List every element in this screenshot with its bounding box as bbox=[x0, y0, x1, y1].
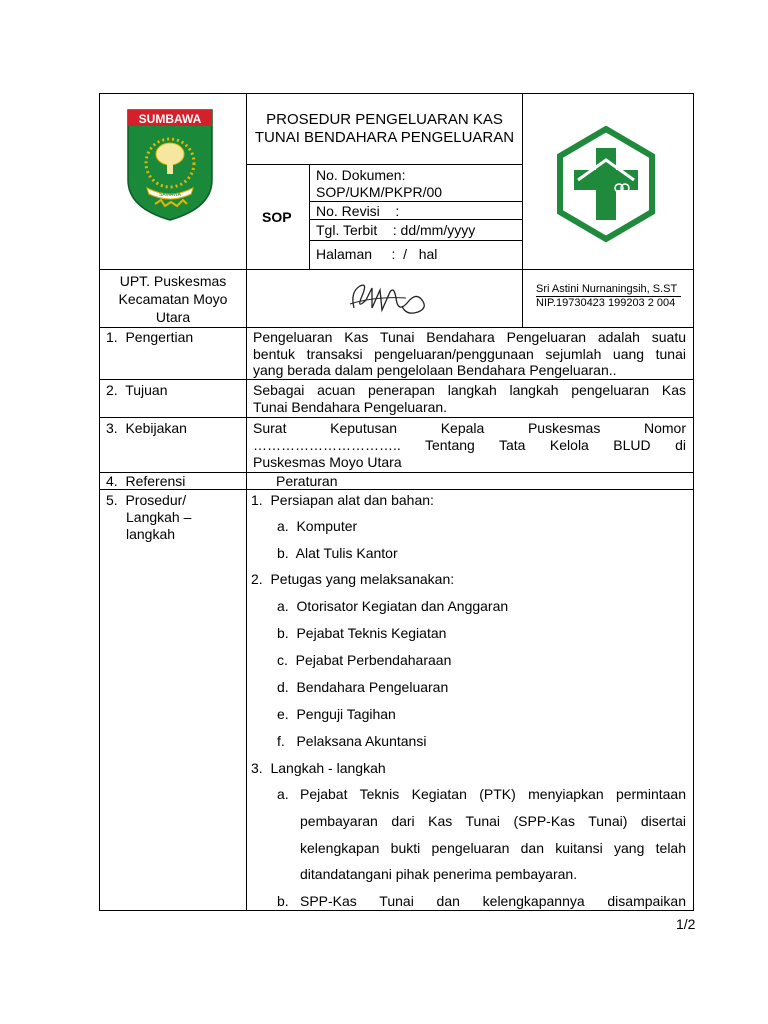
step1-item-b: b. Alat Tulis Kantor bbox=[277, 545, 398, 561]
tujuan-line-2: Tunai Bendahara Pengeluaran. bbox=[253, 399, 448, 415]
doc-no-label: No. Dokumen: bbox=[316, 167, 406, 183]
kebijakan-line-2: ………………………….. Tentang Tata Kelola BLUD di bbox=[253, 437, 686, 453]
title-line-1: PROSEDUR PENGELUARAN KAS bbox=[266, 111, 503, 128]
doc-no-value: SOP/UKM/PKPR/00 bbox=[316, 184, 443, 200]
sop-label: SOP bbox=[262, 209, 292, 225]
step3-title: 3. Langkah - langkah bbox=[251, 760, 386, 776]
issued-label: Tgl. Terbit : dd/mm/yyyy bbox=[316, 222, 476, 238]
tujuan-label: 2. Tujuan bbox=[106, 382, 168, 398]
step2-title: 2. Petugas yang melaksanakan: bbox=[251, 571, 455, 587]
step3a-marker: a. bbox=[277, 786, 289, 802]
revision-label: No. Revisi : bbox=[316, 203, 400, 219]
step3a-line-4: ditandatangani pihak penerima pembayaran. bbox=[300, 866, 578, 882]
step1-title: 1. Persiapan alat dan bahan: bbox=[251, 492, 434, 508]
sumbawa-emblem-logo bbox=[125, 108, 215, 222]
pengertian-label: 1. Pengertian bbox=[106, 329, 194, 345]
step2-item-c: c. Pejabat Perbendaharaan bbox=[277, 652, 452, 668]
page-number: 1/2 bbox=[676, 916, 696, 932]
referensi-label: 4. Referensi bbox=[106, 473, 186, 489]
step3a-line-2: pembayaran dari Kas Tunai (SPP-Kas Tunai) disertai bbox=[300, 813, 686, 829]
step3b-line-1: SPP-Kas Tunai dan kelengkapannya disampaikan bbox=[300, 893, 686, 909]
institution-line-3: Utara bbox=[155, 309, 191, 325]
step3a-line-3: kelengkapan bukti pengeluaran dan kuitansi yang telah bbox=[300, 840, 686, 856]
step3a-line-1: Pejabat Teknis Kegiatan (PTK) menyiapkan permintaan bbox=[300, 786, 686, 802]
puskesmas-logo bbox=[556, 126, 656, 242]
institution-line-1: UPT. Puskesmas bbox=[119, 273, 227, 289]
signatory-name: Sri Astini Nurnaningsih, S.ST bbox=[536, 283, 678, 295]
step2-item-f: f. Pelaksana Akuntansi bbox=[277, 733, 427, 749]
tujuan-line-1: Sebagai acuan penerapan langkah langkah pengeluaran Kas bbox=[253, 382, 686, 398]
step2-item-d: d. Bendahara Pengeluaran bbox=[277, 679, 449, 695]
kebijakan-line-1: Surat Keputusan Kepala Puskesmas Nomor bbox=[253, 420, 686, 436]
pengertian-line-2: bentuk transaksi pengeluaran/penggunaan sejumlah uang tunai bbox=[253, 346, 686, 362]
referensi-value: Peraturan bbox=[276, 473, 338, 489]
prosedur-label-line-1: 5. Prosedur/ bbox=[106, 492, 187, 508]
page-label: Halaman : / hal bbox=[316, 246, 438, 262]
step1-item-a: a. Komputer bbox=[277, 518, 358, 534]
prosedur-label-line-2: Langkah – bbox=[126, 509, 192, 525]
institution-name bbox=[100, 272, 246, 326]
step2-item-e: e. Penguji Tagihan bbox=[277, 706, 396, 722]
title-line-2: TUNAI BENDAHARA PENGELUARAN bbox=[254, 129, 515, 146]
kebijakan-line-3: Puskesmas Moyo Utara bbox=[253, 454, 402, 470]
step2-item-a: a. Otorisator Kegiatan dan Anggaran bbox=[277, 598, 509, 614]
institution-line-2: Kecamatan Moyo bbox=[118, 291, 228, 307]
logo-left-text: SUMBAWA bbox=[138, 112, 202, 126]
pengertian-line-3: yang berada dalam pengelolaan Bendahara Pengeluaran.. bbox=[253, 362, 617, 378]
logo-left-ribbon: SAMAWA bbox=[159, 192, 181, 198]
kebijakan-label: 3. Kebijakan bbox=[106, 420, 187, 436]
signature bbox=[346, 278, 436, 320]
sop-title bbox=[247, 111, 522, 147]
pengertian-line-1: Pengeluaran Kas Tunai Bendahara Pengeluaran adalah suatu bbox=[253, 329, 686, 345]
step3b-marker: b. bbox=[277, 893, 289, 909]
step2-item-b: b. Pejabat Teknis Kegiatan bbox=[277, 625, 447, 641]
prosedur-label-line-3: langkah bbox=[126, 526, 176, 542]
signatory-nip: NIP.19730423 199203 2 004 bbox=[536, 297, 676, 309]
